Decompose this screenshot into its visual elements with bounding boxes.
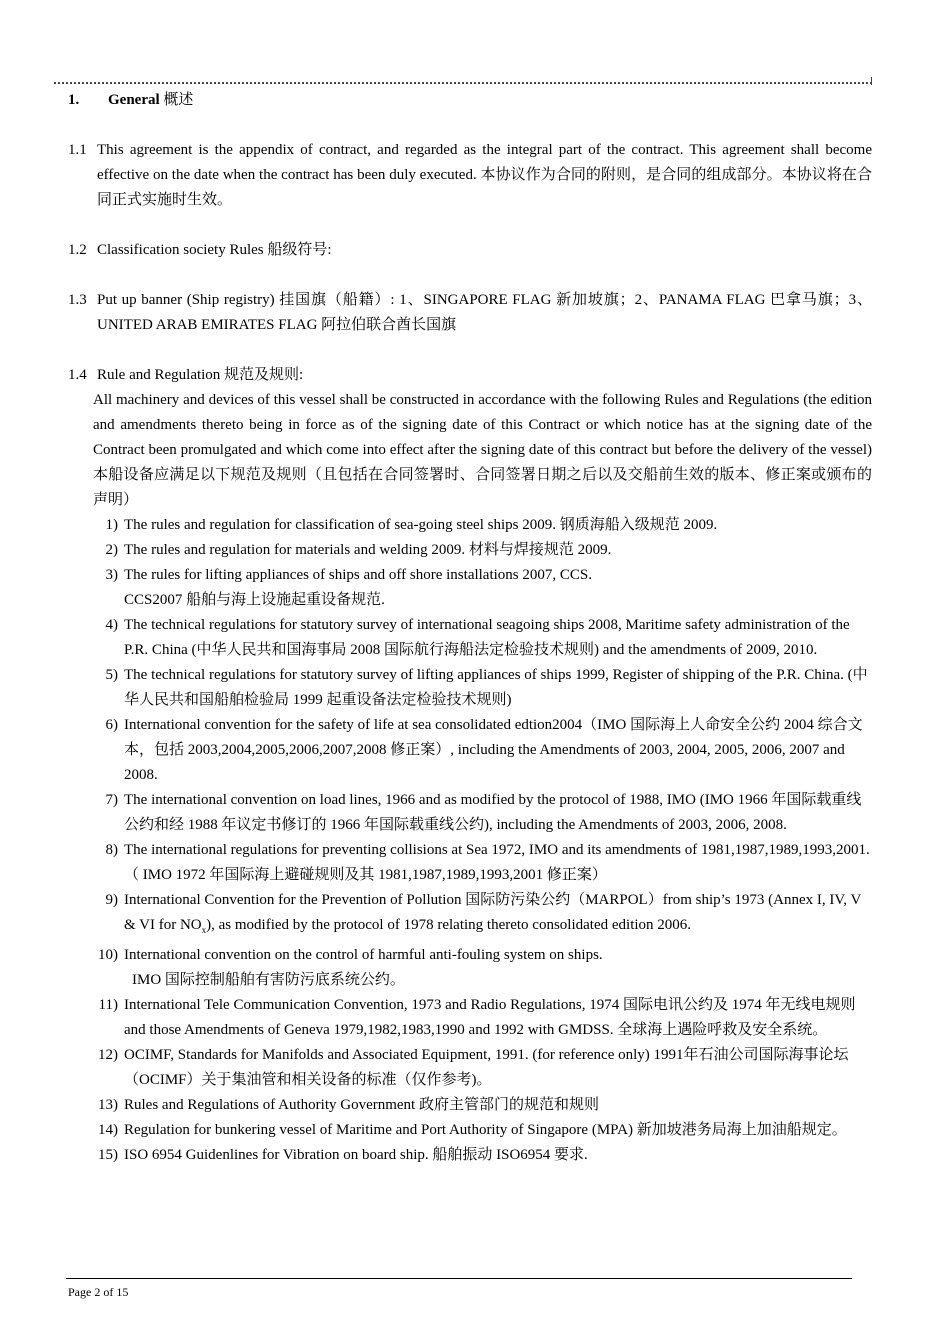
list-text — [124, 888, 872, 943]
section-1-1 — [68, 138, 872, 213]
list-text: The technical regulations for statutory survey of international seagoing ships 2008, Maritime safety administration of the P.R. China (中华人民共和国海事局 2008 国际航行海船法定检验技术规则) and the amendments of 2009, 2010. — [124, 617, 850, 658]
section-number: 1.1 — [68, 142, 87, 158]
section-1-3 — [68, 288, 872, 338]
list-text: Regulation for bunkering vessel of Maritime and Port Authority of Singapore (MPA) 新加坡港务局海上加油船规定。 — [124, 1122, 847, 1138]
list-item — [68, 713, 872, 788]
list-number: 9) — [105, 892, 118, 908]
list-item — [68, 538, 872, 563]
section-number: 1.4 — [68, 367, 87, 383]
list-number: 5) — [105, 667, 118, 683]
list-text-part: International Convention for the Prevention of Pollution 国际防污染公约（MARPOL）from ship’s 1973 (Annex I, IV, V & VI for NO — [124, 892, 862, 933]
header-rule-end-mark — [871, 77, 872, 85]
list-text: The international convention on load lines, 1966 and as modified by the protocol of 1988, IMO (IMO 1966 年国际载重线公约和经 1988 年议定书修订的 1966 年国际载重线公约), including the Amendments of 2003, 2006, 2008. — [124, 792, 862, 833]
list-number: 7) — [105, 792, 118, 808]
list-number: 8) — [105, 842, 118, 858]
list-text — [124, 563, 872, 613]
heading-title-cn: 概述 — [163, 92, 194, 108]
section-number: 1.3 — [68, 292, 87, 308]
subscript-x: x — [201, 925, 207, 935]
list-item — [68, 838, 872, 888]
list-number: 1) — [105, 517, 118, 533]
list-text: The rules and regulation for classification of sea-going steel ships 2009. 钢质海船入级规范 2009. — [124, 517, 718, 533]
list-text-line: International convention on the control of harmful anti-fouling system on ships. — [124, 947, 603, 963]
list-item — [68, 888, 872, 943]
list-number: 13) — [98, 1097, 118, 1113]
list-text — [124, 943, 872, 993]
header-dotted-rule — [54, 82, 872, 84]
list-text: ISO 6954 Guidenlines for Vibration on board ship. 船舶振动 ISO6954 要求. — [124, 1147, 588, 1163]
list-number: 15) — [98, 1147, 118, 1163]
section-heading — [68, 88, 872, 113]
list-item — [68, 1043, 872, 1093]
section-text: Put up banner (Ship registry) 挂国旗（船籍）: 1、SINGAPORE FLAG 新加坡旗；2、PANAMA FLAG 巴拿马旗；3、UNITED ARAB EMIRATES FLAG 阿拉伯联合酋长国旗 — [97, 292, 872, 333]
document-body — [68, 88, 872, 1168]
heading-number: 1. — [68, 92, 80, 108]
list-number: 3) — [105, 567, 118, 583]
section-number: 1.2 — [68, 242, 87, 258]
footer-rule — [66, 1278, 852, 1279]
list-text: The international regulations for preventing collisions at Sea 1972, IMO and its amendments of 1981,1987,1989,1993,2001.（ IMO 1972 年国际海上避碰规则及其 1981,1987,1989,1993,2001 修正案） — [124, 842, 870, 883]
list-text: OCIMF, Standards for Manifolds and Associated Equipment, 1991. (for reference only) 1991年石油公司国际海事论坛（OCIMF）关于集油管和相关设备的标准（仅作参考)。 — [124, 1047, 849, 1088]
list-text: The technical regulations for statutory survey of lifting appliances of ships 1999, Register of shipping of the P.R. China. (中华人民共和国船舶检验局 1999 起重设备法定检验技术规则) — [124, 667, 868, 708]
list-number: 10) — [98, 947, 118, 963]
list-item — [68, 663, 872, 713]
list-number: 12) — [98, 1047, 118, 1063]
list-number: 6) — [105, 717, 118, 733]
list-text: International convention for the safety of life at sea consolidated edtion2004（IMO 国际海上人命安全公约 2004 综合文本，包括 2003,2004,2005,2006,2007,2008 修正案）, including the Amendments of 2003, 2004, 2005, 2006, 2007 and 2008. — [124, 717, 863, 783]
rules-list — [68, 513, 872, 1168]
list-text-line: CCS2007 船舶与海上设施起重设备规范. — [124, 592, 385, 608]
list-item — [68, 1118, 872, 1143]
section-1-4 — [68, 363, 872, 1168]
list-number: 11) — [98, 997, 118, 1013]
list-item — [68, 943, 872, 993]
section-text: This agreement is the appendix of contract, and regarded as the integral part of the contract. This agreement shall become effective on the date when the contract has been duly executed. 本协议作为合同的附则，是合同的组成部分。本协议将在合同正式实施时生效。 — [97, 142, 872, 208]
list-text: International Tele Communication Convention, 1973 and Radio Regulations, 1974 国际电讯公约及 1974 年无线电规则 and those Amendments of Geneva 1979,1982,1983,1990 and 1992 with GMDSS. 全球海上遇险呼救及安全系统。 — [124, 997, 856, 1038]
list-number: 14) — [98, 1122, 118, 1138]
section-text: Classification society Rules 船级符号: — [97, 242, 332, 258]
list-number: 2) — [105, 542, 118, 558]
list-item — [68, 513, 872, 538]
list-item — [68, 563, 872, 613]
heading-title-en: General — [108, 92, 160, 108]
list-text-line: The rules for lifting appliances of ships and off shore installations 2007, CCS. — [124, 567, 592, 583]
list-text: The rules and regulation for materials and welding 2009. 材料与焊接规范 2009. — [124, 542, 612, 558]
list-number: 4) — [105, 617, 118, 633]
list-text-line: IMO 国际控制船舶有害防污底系统公约。 — [132, 972, 405, 988]
section-1-2 — [68, 238, 872, 263]
list-text: Rules and Regulations of Authority Government 政府主管部门的规范和规则 — [124, 1097, 599, 1113]
page-number: Page 2 of 15 — [68, 1285, 129, 1299]
list-item — [68, 788, 872, 838]
list-item — [68, 1143, 872, 1168]
list-item — [68, 613, 872, 663]
list-item — [68, 993, 872, 1043]
list-item — [68, 1093, 872, 1118]
section-title: Rule and Regulation 规范及规则: — [97, 367, 304, 383]
list-text-part: ), as modified by the protocol of 1978 relating thereto consolidated edition 2006. — [206, 917, 692, 933]
section-intro: All machinery and devices of this vessel shall be constructed in accordance with the following Rules and Regulations (the edition and amendments thereto being in force as of the signing date of this Contract or which notice has at the signing date of the Contract been promulgated and which come into effect after the signing date of this contract but before the delivery of the vessel) 本船设备应满足以下规范及规则（且包括在合同签署时、合同签署日期之后以及交船前生效的版本、修正案或颁布的声明） — [93, 392, 872, 508]
